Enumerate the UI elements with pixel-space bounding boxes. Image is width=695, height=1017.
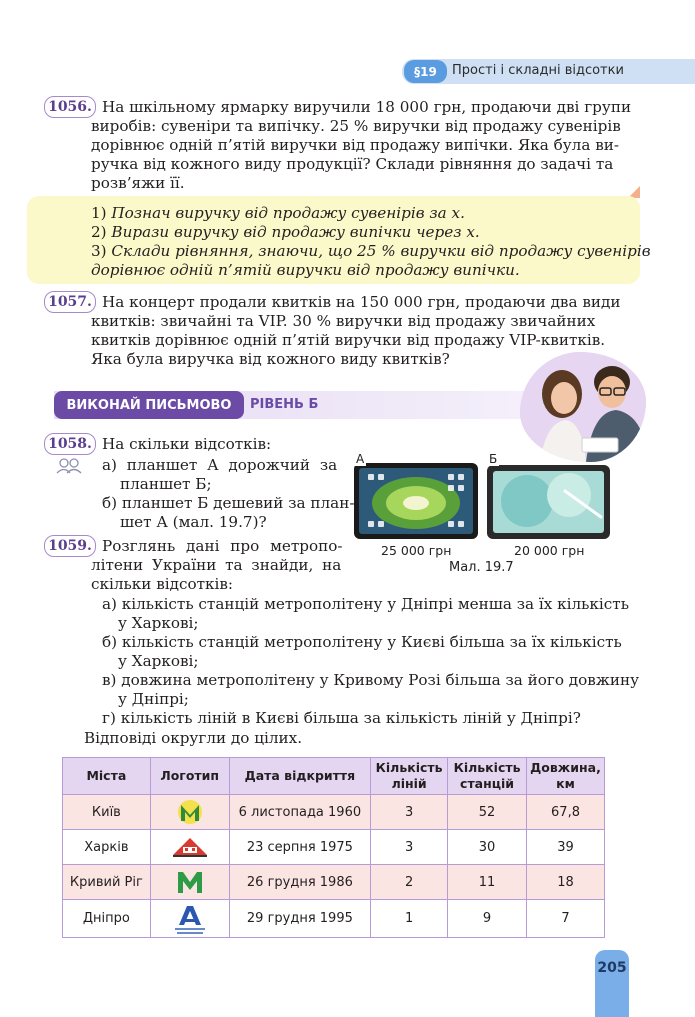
hint-text-continuation: дорівнює одній п’ятій виручки від продажу випічки.: [91, 261, 520, 279]
problem-1057-line: квитків дорівнює одній п’ятій виручки від продажу VIP-квитків.: [91, 331, 606, 349]
tablet-b-price: 20 000 грн: [514, 543, 585, 558]
city-cell: Київ: [63, 795, 151, 830]
length-cell: 39: [527, 830, 605, 865]
header-text: станцій: [460, 776, 515, 791]
length-cell: 7: [527, 900, 605, 938]
problem-1059-line: Розглянь дані про метропо-: [102, 537, 343, 555]
problem-1059-line: в) довжина метрополітену у Кривому Розі більша за його довжину: [102, 671, 640, 689]
lines-cell: 1: [371, 900, 448, 938]
section-number-badge: §19: [404, 60, 447, 83]
figure-caption: Мал. 19.7: [449, 560, 514, 575]
logo-cell: [150, 900, 229, 938]
stations-cell: 30: [448, 830, 527, 865]
hint-item: [91, 223, 480, 242]
dnipro-metro-logo: [173, 903, 207, 935]
header-text: км: [556, 776, 575, 791]
date-cell: 23 серпня 1975: [229, 830, 371, 865]
stations-cell: 11: [448, 865, 527, 900]
students-photo: [520, 352, 646, 462]
table-row: [63, 795, 605, 830]
date-cell: 29 грудня 1995: [229, 900, 371, 938]
problem-1059-line: г) кількість ліній в Києві більша за кількість ліній у Дніпрі?: [102, 709, 581, 727]
header-cell-lines: [371, 758, 448, 795]
header-text: Логотип: [160, 768, 220, 783]
problem-1058-line: шет А (мал. 19.7)?: [120, 513, 267, 531]
problem-1058-line: б) планшет Б дешевий за план-: [102, 494, 355, 512]
problem-1056-line: ручка від кожного виду продукції? Склади рівняння до задачі та: [91, 155, 614, 173]
pair-work-icon: [56, 458, 82, 478]
problem-number-1057: 1057.: [44, 291, 96, 313]
level-label: РІВЕНЬ Б: [250, 397, 319, 412]
problem-1056-line: виробів: сувеніри та випічку. 25 % виручки від продажу сувенірів: [91, 117, 621, 135]
logo-cell: [150, 795, 229, 830]
header-cell-city: [63, 758, 151, 795]
header-text: Довжина,: [530, 760, 601, 775]
problem-1058-line: а) планшет А дорожчий за: [102, 456, 338, 474]
city-cell: Кривий Ріг: [63, 865, 151, 900]
problem-number-1059: 1059.: [44, 535, 96, 557]
hint-number: 2): [91, 223, 107, 241]
written-work-badge: ВИКОНАЙ ПИСЬМОВО: [54, 391, 244, 419]
kryvyi-rih-metro-logo: [176, 870, 204, 894]
lines-cell: 3: [371, 795, 448, 830]
tablet-b-image: [487, 465, 610, 539]
city-cell: Дніпро: [63, 900, 151, 938]
date-cell: 26 грудня 1986: [229, 865, 371, 900]
hint-number: 3): [91, 242, 107, 260]
hint-text: Вирази виручку від продажу випічки через x.: [111, 223, 480, 241]
hint-number: 1): [91, 204, 107, 222]
header-cell-stations: [448, 758, 527, 795]
hint-item: [91, 204, 465, 223]
hint-item: [91, 242, 651, 261]
header-text: ліній: [391, 776, 427, 791]
kyiv-metro-logo: [176, 797, 204, 827]
problem-1059-line: у Харкові;: [118, 614, 199, 632]
table-header-row: [63, 758, 605, 795]
problem-1056-line: На шкільному ярмарку виручили 18 000 грн, продаючи дві групи: [102, 98, 632, 116]
header-cell-date: [229, 758, 371, 795]
header-cell-logo: [150, 758, 229, 795]
problem-1059-line: Відповіді округли до цілих.: [84, 729, 303, 747]
problem-1059-line: скільки відсотків:: [91, 575, 234, 593]
problem-1056-line: розв’яжи її.: [91, 174, 185, 192]
metro-table: [62, 757, 605, 938]
logo-cell: [150, 830, 229, 865]
header-text: Дата відкриття: [244, 768, 356, 783]
city-cell: Харків: [63, 830, 151, 865]
stations-cell: 9: [448, 900, 527, 938]
problem-1056-line: дорівнює одній п’ятій виручки від продажу випічки. Яка була ви-: [91, 136, 620, 154]
header-text: Міста: [86, 768, 127, 783]
problem-1059-line: а) кількість станцій метрополітену у Дніпрі менша за їх кількість: [102, 595, 629, 613]
kharkiv-metro-logo: [171, 835, 209, 859]
header-text: Кількість: [453, 760, 521, 775]
header-text: Кількість: [375, 760, 443, 775]
problem-1059-line: б) кількість станцій метрополітену у Києві більша за їх кількість: [102, 633, 622, 651]
table-row: [63, 900, 605, 938]
date-cell: 6 листопада 1960: [229, 795, 371, 830]
hint-text: Познач виручку від продажу сувенірів за x.: [111, 204, 465, 222]
problem-1059-line: у Харкові;: [118, 652, 199, 670]
hint-text: Склади рівняння, знаючи, що 25 % виручки від продажу сувенірів: [111, 242, 651, 260]
problem-1057-line: квитків: звичайні та VIP. 30 % виручки від продажу звичайних: [91, 312, 596, 330]
problem-1059-line: літени України та знайди, на: [91, 556, 342, 574]
problem-1059-line: у Дніпрі;: [118, 690, 189, 708]
tablet-a-price: 25 000 грн: [381, 543, 452, 558]
lines-cell: 2: [371, 865, 448, 900]
tablet-b-label: Б: [489, 452, 498, 466]
tablet-a-label: А: [356, 452, 365, 466]
problem-1058-line: планшет Б;: [120, 475, 212, 493]
table-row: [63, 830, 605, 865]
lines-cell: 3: [371, 830, 448, 865]
problem-number-1058: 1058.: [44, 433, 96, 455]
length-cell: 18: [527, 865, 605, 900]
problem-1057-line: На концерт продали квитків на 150 000 грн, продаючи два види: [102, 293, 621, 311]
tablet-a-image: [354, 463, 478, 539]
page-number: 205: [597, 960, 627, 976]
problem-number-1056: 1056.: [44, 96, 96, 118]
header-cell-length: [527, 758, 605, 795]
problem-1057-line: Яка була виручка від кожного виду квитків?: [91, 350, 450, 368]
stations-cell: 52: [448, 795, 527, 830]
problem-1058-line: На скільки відсотків:: [102, 435, 272, 453]
section-title: Прості і складні відсотки: [452, 63, 624, 78]
length-cell: 67,8: [527, 795, 605, 830]
table-row: [63, 865, 605, 900]
logo-cell: [150, 865, 229, 900]
